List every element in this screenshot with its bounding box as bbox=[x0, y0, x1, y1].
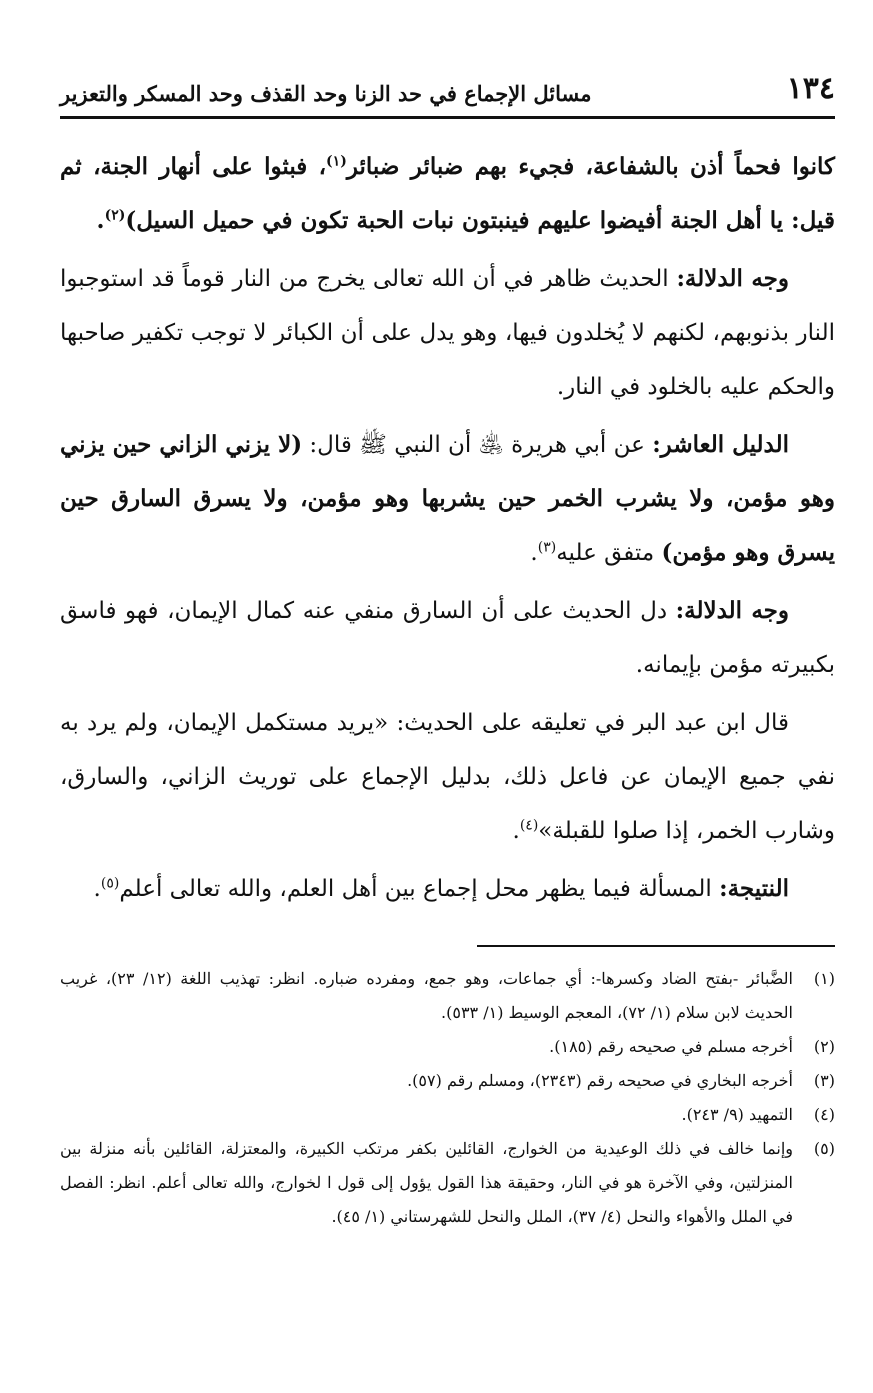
page-header bbox=[60, 60, 835, 112]
running-title: مسائل الإجماع في حد الزنا وحد القذف وحد المسكر والتعزير bbox=[60, 81, 592, 106]
footnote-ref-1[interactable]: (١) bbox=[326, 153, 347, 170]
paragraph-tenth-evidence: الدليل العاشر: عن أبي هريرة ﵁ أن النبي ﷺ قال: (لا يزني الزاني حين يزني وهو مؤمن، ولا يشرب الخمر حين يشربها وهو مؤمن، ولا يسرق السارق حين يسرق وهو مؤمن) متفق عليه$^{(٣)}$. bbox=[60, 431, 835, 566]
footnote-ref-5[interactable]: (٥) bbox=[100, 875, 120, 892]
paragraph-ibn-abd-al-barr: قال ابن عبد البر في تعليقه على الحديث: «يريد مستكمل الإيمان، ولم يرد به نفي جميع الإيمان عن فاعل ذلك، بدليل الإجماع على توريث الزاني، والسارق، وشارب الخمر، إذا صلوا للقبلة»$^{(٤)}$. bbox=[60, 710, 835, 844]
hadith-text: (لا يزني الزاني حين يزني وهو مؤمن، ولا يشرب الخمر حين يشربها وهو مؤمن، ولا يسرق السارق حين يسرق وهو مؤمن) bbox=[60, 431, 835, 566]
footnote-number: (٥) bbox=[813, 1139, 835, 1158]
footnote-number: (٣) bbox=[813, 1071, 835, 1090]
footnote-number: (٤) bbox=[813, 1105, 835, 1124]
paragraph-conclusion: النتيجة: المسألة فيما يظهر محل إجماع بين أهل العلم، والله تعالى أعلم$^{(٥)}$. bbox=[93, 875, 789, 902]
conclusion-label: النتيجة: bbox=[719, 875, 789, 902]
footnote-text: التمهيد (٩/ ٢٤٣). bbox=[681, 1105, 793, 1124]
footnote-2 bbox=[60, 1030, 835, 1064]
evidence-label: وجه الدلالة: bbox=[676, 265, 789, 292]
paragraph-evidence-point-2: وجه الدلالة: دل الحديث على أن السارق منفي عنه كمال الإيمان، فهو فاسق بكبيرته مؤمن بإيمانه. bbox=[60, 597, 835, 678]
footnote-number: (٢) bbox=[813, 1037, 835, 1056]
footnote-separator bbox=[477, 945, 835, 947]
header-rule bbox=[60, 116, 835, 119]
footnote-3 bbox=[60, 1064, 835, 1098]
footnote-number: (١) bbox=[813, 969, 835, 988]
footnote-text: أخرجه مسلم في صحيحه رقم (١٨٥). bbox=[549, 1037, 793, 1056]
paragraph-evidence-point-1: وجه الدلالة: الحديث ظاهر في أن الله تعالى يخرج من النار قوماً قد استوجبوا النار بذنوبهم، لكنهم لا يُخلدون فيها، وهو يدل على أن الكبائر لا توجب تكفير صاحبها والحكم عليه بالخلود في النار. bbox=[60, 265, 835, 400]
footnote-5 bbox=[60, 1132, 835, 1234]
footnotes bbox=[60, 962, 835, 1234]
footnote-4 bbox=[60, 1098, 835, 1132]
footnote-text: وإنما خالف في ذلك الوعيدية من الخوارج، القائلين بكفر مرتكب الكبيرة، والمعتزلة، القائلين بأنه منزلة بين المنزلتين، وفي الآخرة هو في النار، وحقيقة هذا القول يؤول إلى قول ا لخوارج، والله تعالى أعلم. انظر: الفصل في الملل والأهواء والنحل (٤/ ٣٧)، الملل والنحل للشهرستاني (١/ ٤٥). bbox=[60, 1139, 793, 1226]
paragraph-hadith-continuation: كانوا فحماً أذن بالشفاعة، فجيء بهم ضبائر ضبائر$^{(١)}$، فبثوا على أنهار الجنة، ثم قيل: يا أهل الجنة أفيضوا عليهم فينبتون نبات الحبة تكون في حميل السيل)$^{(٢)}$. bbox=[60, 153, 835, 234]
evidence-label: وجه الدلالة: bbox=[675, 597, 789, 624]
main-text bbox=[60, 140, 835, 920]
page-number: ١٣٤ bbox=[786, 71, 835, 106]
footnote-ref-4[interactable]: (٤) bbox=[519, 817, 539, 834]
footnote-ref-3[interactable]: (٣) bbox=[537, 539, 557, 556]
footnote-text: أخرجه البخاري في صحيحه رقم (٢٣٤٣)، ومسلم رقم (٥٧). bbox=[407, 1071, 793, 1090]
footnote-text: الضَّبائر -بفتح الضاد وكسرها-: أي جماعات، وهو جمع، ومفرده ضباره. انظر: تهذيب اللغة (١٢/ ٢٣)، غريب الحديث لابن سلام (١/ ٧٢)، المعجم الوسيط (١/ ٥٣٣). bbox=[60, 969, 794, 1022]
tenth-evidence-label: الدليل العاشر: bbox=[652, 431, 789, 458]
footnote-1 bbox=[60, 962, 835, 1030]
footnote-ref-2[interactable]: (٢) bbox=[104, 207, 126, 224]
